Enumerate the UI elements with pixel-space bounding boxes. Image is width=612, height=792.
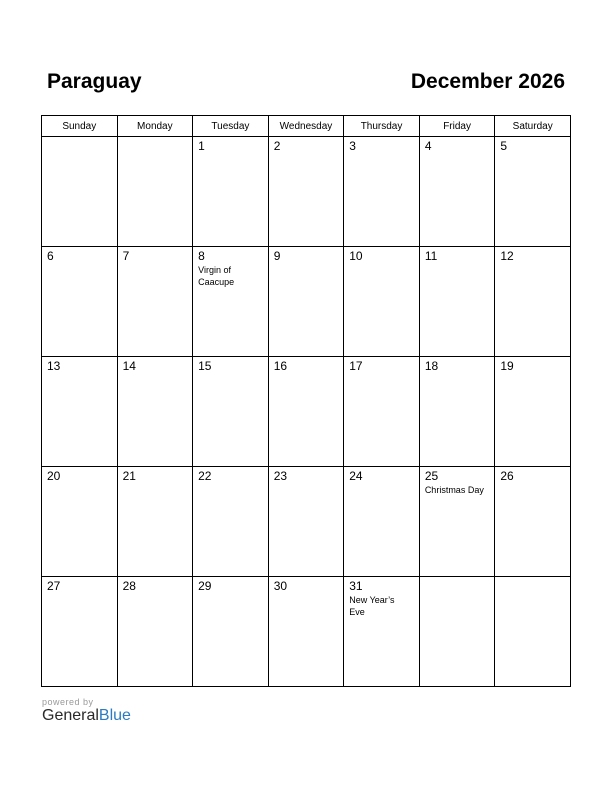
day-number: 16 [273, 359, 288, 373]
brand-general: General [42, 707, 99, 724]
day-number: 6 [47, 249, 54, 263]
day-cell [419, 467, 495, 577]
day-cell [344, 137, 420, 247]
day-cell [495, 467, 571, 577]
day-cell [42, 467, 118, 577]
day-cell [419, 247, 495, 357]
day-number: 12 [500, 249, 514, 263]
day-cell [344, 467, 420, 577]
day-cell [495, 247, 571, 357]
day-cell [495, 137, 571, 247]
day-number: 3 [349, 139, 356, 153]
day-cell [419, 357, 495, 467]
day-cell [268, 137, 344, 247]
week-row [42, 467, 571, 577]
day-number: 29 [198, 579, 212, 593]
footer-branding [42, 697, 131, 725]
day-cell [495, 357, 571, 467]
day-number: 24 [349, 469, 363, 483]
day-number: 18 [424, 359, 439, 373]
day-number [42, 137, 117, 140]
day-number: 23 [273, 469, 288, 483]
day-cell [268, 357, 344, 467]
day-number: 10 [349, 249, 363, 263]
weekday-sunday: Sunday [42, 116, 118, 137]
day-number: 4 [424, 139, 432, 153]
day-cell [193, 357, 269, 467]
month-year-title: December 2026 [410, 70, 565, 93]
powered-by-text: powered by [42, 697, 94, 707]
holiday-label: New Year’s Eve [349, 595, 395, 617]
day-cell [117, 137, 193, 247]
holiday-label: Virgin of Caacupe [198, 265, 235, 287]
day-number [495, 577, 570, 580]
day-number: 31 [349, 579, 363, 593]
day-cell [344, 577, 420, 687]
day-number: 17 [349, 359, 363, 373]
week-row [42, 137, 571, 247]
weekday-friday: Friday [419, 116, 495, 137]
day-cell [193, 467, 269, 577]
day-number [118, 137, 193, 140]
day-cell [42, 137, 118, 247]
day-number: 22 [198, 469, 212, 483]
weekday-saturday: Saturday [495, 116, 571, 137]
day-number: 8 [198, 249, 205, 263]
day-cell [268, 467, 344, 577]
day-number: 19 [500, 359, 514, 373]
day-cell [117, 247, 193, 357]
weekday-wednesday: Wednesday [268, 116, 344, 137]
day-cell [193, 577, 269, 687]
day-number: 7 [122, 249, 130, 263]
day-number: 20 [47, 469, 61, 483]
day-number: 13 [47, 359, 61, 373]
day-number: 11 [424, 249, 438, 263]
day-cell [419, 137, 495, 247]
day-cell [117, 577, 193, 687]
day-number: 5 [500, 139, 508, 153]
day-cell [42, 247, 118, 357]
calendar-grid [41, 115, 571, 687]
weekday-tuesday: Tuesday [193, 116, 269, 137]
day-cell [268, 247, 344, 357]
day-number: 21 [122, 469, 136, 483]
week-row [42, 577, 571, 687]
brand-logo [42, 707, 131, 725]
day-cell [495, 577, 571, 687]
day-cell [117, 467, 193, 577]
day-cell [344, 247, 420, 357]
day-number: 9 [273, 249, 281, 263]
weekday-thursday: Thursday [344, 116, 420, 137]
day-number: 28 [122, 579, 136, 593]
day-cell [193, 137, 269, 247]
day-number [420, 577, 495, 580]
day-number: 30 [273, 579, 288, 593]
week-row [42, 247, 571, 357]
country-title: Paraguay [47, 70, 142, 93]
day-cell [117, 357, 193, 467]
day-cell [344, 357, 420, 467]
day-cell [42, 357, 118, 467]
holiday-label: Christmas Day [424, 485, 484, 495]
brand-blue: Blue [98, 707, 131, 724]
day-number: 1 [198, 139, 205, 153]
day-number: 2 [273, 139, 281, 153]
day-number: 27 [47, 579, 61, 593]
day-cell [42, 577, 118, 687]
day-number: 14 [122, 359, 136, 373]
day-cell [193, 247, 269, 357]
day-number: 15 [198, 359, 212, 373]
week-row [42, 357, 571, 467]
day-cell [268, 577, 344, 687]
weekday-monday: Monday [117, 116, 193, 137]
day-cell [419, 577, 495, 687]
weekday-header-row [42, 116, 571, 137]
day-number: 26 [500, 469, 514, 483]
day-number: 25 [424, 469, 439, 483]
